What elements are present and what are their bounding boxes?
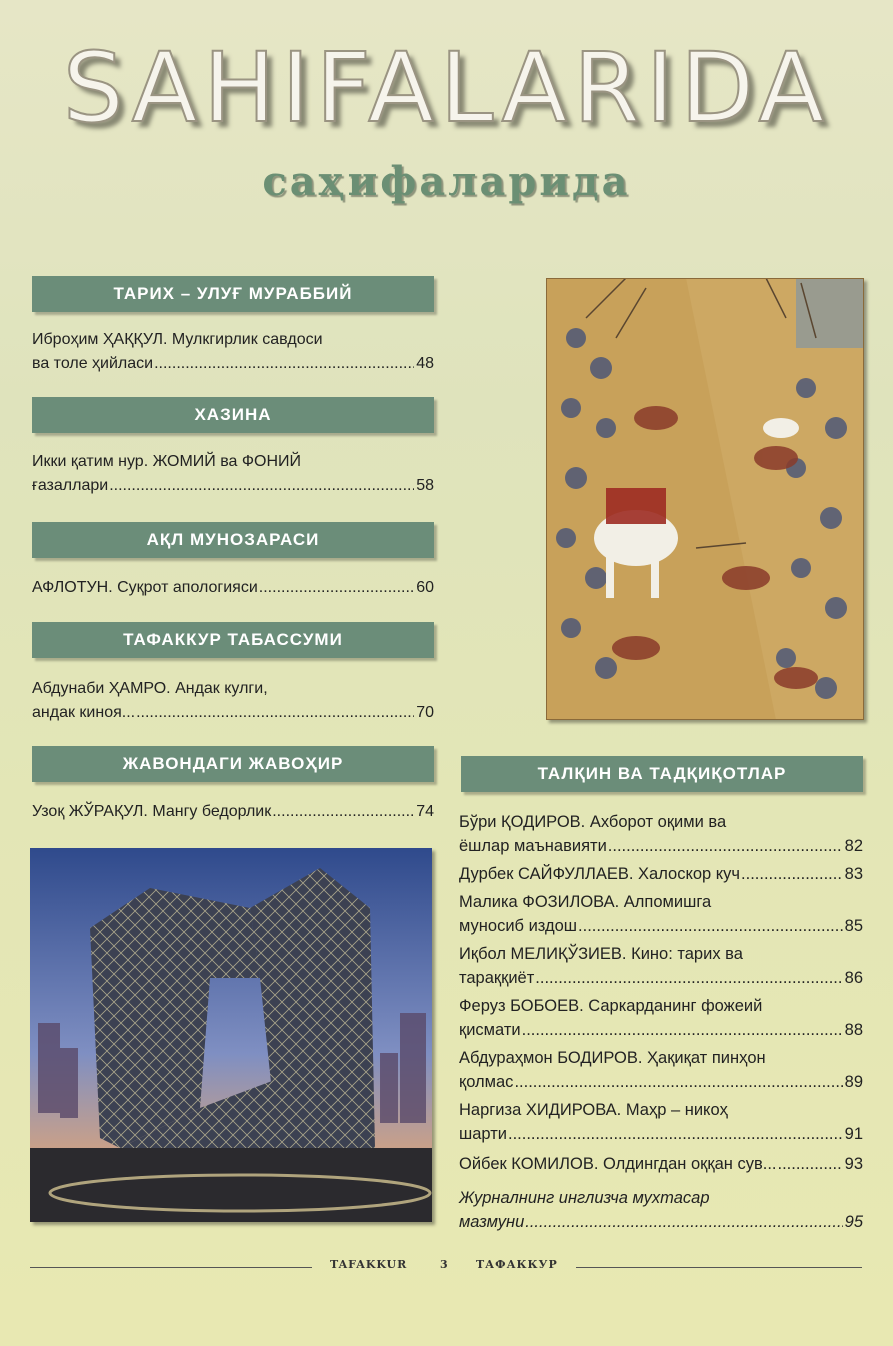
toc-entry[interactable] bbox=[459, 942, 863, 990]
toc-entry[interactable] bbox=[459, 1186, 863, 1234]
miniature-painting-image bbox=[546, 278, 864, 720]
toc-entry-title-cont: шарти bbox=[459, 1125, 508, 1143]
toc-entry[interactable] bbox=[32, 450, 434, 498]
toc-page-number: 93 bbox=[844, 1155, 863, 1173]
toc-page-number: 95 bbox=[844, 1213, 863, 1231]
toc-entry-title-cont: мазмуни bbox=[459, 1213, 525, 1231]
toc-entry-title: Ойбек КОМИЛОВ. Олдингдан оққан сув... bbox=[459, 1155, 777, 1173]
toc-entry-title-cont: қолмас bbox=[459, 1073, 514, 1091]
toc-entry[interactable] bbox=[459, 1098, 863, 1146]
toc-page-number: 48 bbox=[416, 355, 434, 372]
toc-entry[interactable] bbox=[32, 576, 434, 600]
toc-entry-title: Абдураҳмон БОДИРОВ. Ҳақиқат пинҳон bbox=[459, 1049, 766, 1067]
toc-entry-title: Наргиза ХИДИРОВА. Маҳр – никоҳ bbox=[459, 1101, 728, 1119]
toc-entry-title-cont: тараққиёт bbox=[459, 969, 535, 987]
toc-entry-title: Малика ФОЗИЛОВА. Алпомишга bbox=[459, 893, 712, 911]
toc-entry[interactable] bbox=[459, 890, 863, 938]
footer-magazine-name-cyrillic: ТАФАККУР bbox=[476, 1258, 558, 1271]
section-header-aql: АҚЛ МУНОЗАРАСИ bbox=[32, 522, 434, 558]
toc-page-number: 58 bbox=[416, 477, 434, 494]
toc-entry[interactable] bbox=[32, 677, 434, 725]
toc-entry-title: Иброҳим ҲАҚҚУЛ. Мулкгирлик савдоси bbox=[32, 331, 323, 348]
masthead-title: SAHIFALARIDA bbox=[62, 32, 831, 144]
toc-entry-title-cont: ёшлар маънавияти bbox=[459, 837, 607, 855]
toc-entry[interactable] bbox=[459, 862, 863, 886]
toc-page-number: 82 bbox=[844, 837, 863, 855]
toc-entry-title-cont: ва толе ҳийласи bbox=[32, 355, 154, 372]
section-header-javondagi: ЖАВОНДАГИ ЖАВОҲИР bbox=[32, 746, 434, 782]
toc-entry[interactable] bbox=[32, 800, 434, 824]
toc-entry-title: Дурбек САЙФУЛЛАЕВ. Халоскор куч bbox=[459, 865, 741, 883]
footer-page-number: 3 bbox=[440, 1258, 449, 1271]
toc-entry-title-cont: андак киноя... bbox=[32, 704, 136, 721]
footer-rule-left bbox=[30, 1267, 312, 1268]
toc-page-number: 88 bbox=[844, 1021, 863, 1039]
toc-page-number: 83 bbox=[844, 865, 863, 883]
toc-entry[interactable] bbox=[459, 1152, 863, 1176]
toc-page-number: 70 bbox=[416, 704, 434, 721]
footer-rule-right bbox=[576, 1267, 862, 1268]
toc-entry-title: Узоқ ЖЎРАҚУЛ. Мангу бедорлик bbox=[32, 803, 272, 820]
toc-entry-title-cont: ғазаллари bbox=[32, 477, 109, 494]
toc-entry[interactable] bbox=[459, 1046, 863, 1094]
toc-entry-title: Бўри ҚОДИРОВ. Ахборот оқими ва bbox=[459, 813, 727, 831]
toc-entry-title: Иқбол МЕЛИҚЎЗИЕВ. Кино: тарих ва bbox=[459, 945, 743, 963]
section-header-talqin: ТАЛҚИН ВА ТАДҚИҚОТЛАР bbox=[461, 756, 863, 792]
toc-entry[interactable] bbox=[459, 810, 863, 858]
toc-page-number: 89 bbox=[844, 1073, 863, 1091]
footer-magazine-name-latin: TAFAKKUR bbox=[330, 1258, 408, 1271]
toc-page-number: 86 bbox=[844, 969, 863, 987]
section-header-hazina: ХАЗИНА bbox=[32, 397, 434, 433]
toc-entry-title: Абдунаби ҲАМРО. Андак кулги, bbox=[32, 680, 268, 697]
toc-entry[interactable] bbox=[32, 328, 434, 376]
toc-page-number: 91 bbox=[844, 1125, 863, 1143]
masthead-subtitle: саҳифаларида bbox=[262, 158, 631, 205]
section-header-tafakkur-tabassumi: ТАФАККУР ТАБАССУМИ bbox=[32, 622, 434, 658]
toc-entry-title: Журналнинг инглизча мухтасар bbox=[459, 1189, 710, 1207]
toc-entry-title: Феруз БОБОЕВ. Саркарданинг фожеий bbox=[459, 997, 763, 1015]
toc-entry-title: Икки қатим нур. ЖОМИЙ ва ФОНИЙ bbox=[32, 453, 302, 470]
toc-page-number: 74 bbox=[416, 803, 434, 820]
toc-page-number: 85 bbox=[844, 917, 863, 935]
toc-entry-title-cont: қисмати bbox=[459, 1021, 521, 1039]
building-photo-image bbox=[30, 848, 432, 1222]
toc-entry[interactable] bbox=[459, 994, 863, 1042]
toc-entry-title-cont: муносиб издош bbox=[459, 917, 578, 935]
toc-page-number: 60 bbox=[416, 579, 434, 596]
toc-entry-title: АФЛОТУН. Суқрот апологияси bbox=[32, 579, 258, 596]
section-header-tarix: ТАРИХ – УЛУҒ МУРАББИЙ bbox=[32, 276, 434, 312]
